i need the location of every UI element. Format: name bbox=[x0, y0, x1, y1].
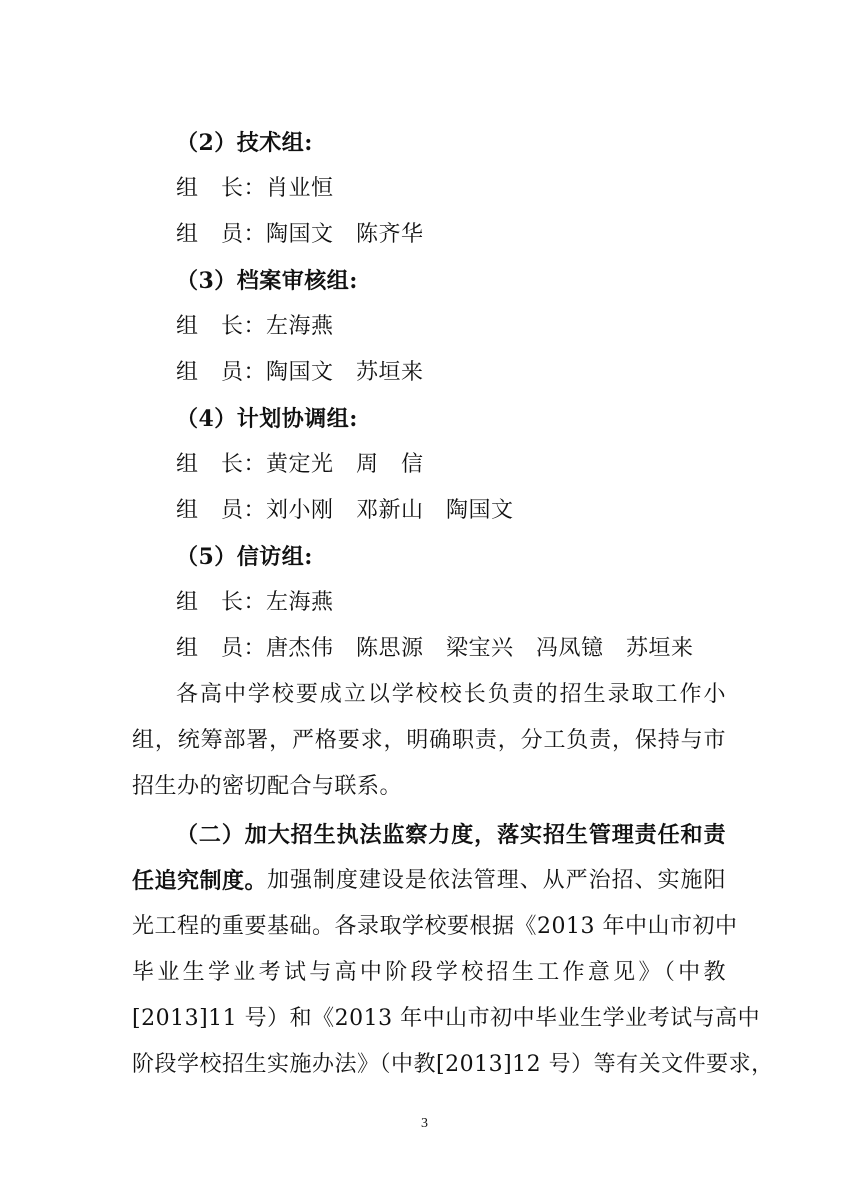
paragraph-1-line-2: 组，统筹部署，严格要求，明确职责，分工负责，保持与市 bbox=[132, 728, 726, 753]
paragraph-2-bold-lead: （二）加大招生执法监察力度，落实招生管理责任和责 bbox=[176, 822, 726, 848]
group-members-petition: 组 员：唐杰伟 陈思源 梁宝兴 冯凤镱 苏垣来 bbox=[176, 636, 694, 661]
paragraph-2-line-2 bbox=[132, 866, 726, 896]
group-heading-technical: （2）技术组: bbox=[176, 130, 313, 156]
group-leader-archive: 组 长：左海燕 bbox=[176, 314, 334, 339]
group-leader-petition: 组 长：左海燕 bbox=[176, 590, 334, 615]
group-heading-planning: （4）计划协调组: bbox=[176, 406, 358, 432]
group-heading-petition: （5）信访组: bbox=[176, 544, 313, 570]
paragraph-2-line-5: [2013]11 号）和《2013 年中山市初中毕业生学业考试与高中 bbox=[132, 1006, 761, 1031]
paragraph-1-line-1: 各高中学校要成立以学校校长负责的招生录取工作小 bbox=[176, 682, 726, 707]
paragraph-2-bold-lead-continued: 任追究制度。 bbox=[132, 868, 268, 894]
paragraph-2-line-2-rest: 加强制度建设是依法管理、从严治招、实施阳 bbox=[267, 868, 726, 893]
group-members-technical: 组 员：陶国文 陈齐华 bbox=[176, 222, 424, 247]
group-members-archive: 组 员：陶国文 苏垣来 bbox=[176, 360, 424, 385]
group-leader-planning: 组 长：黄定光 周 信 bbox=[176, 452, 424, 477]
group-leader-technical: 组 长：肖业恒 bbox=[176, 176, 334, 201]
paragraph-2-line-6: 阶段学校招生实施办法》（中教[2013]12 号）等有关文件要求， bbox=[132, 1052, 774, 1077]
paragraph-2-line-3: 光工程的重要基础。各录取学校要根据《2013 年中山市初中 bbox=[132, 914, 738, 939]
paragraph-2-line-4: 毕业生学业考试与高中阶段学校招生工作意见》（中教 bbox=[132, 960, 726, 985]
group-members-planning: 组 员：刘小刚 邓新山 陶国文 bbox=[176, 498, 514, 523]
group-heading-archive: （3）档案审核组: bbox=[176, 268, 358, 294]
paragraph-1-line-3: 招生办的密切配合与联系。 bbox=[132, 774, 403, 799]
page-number: 3 bbox=[421, 1116, 428, 1131]
